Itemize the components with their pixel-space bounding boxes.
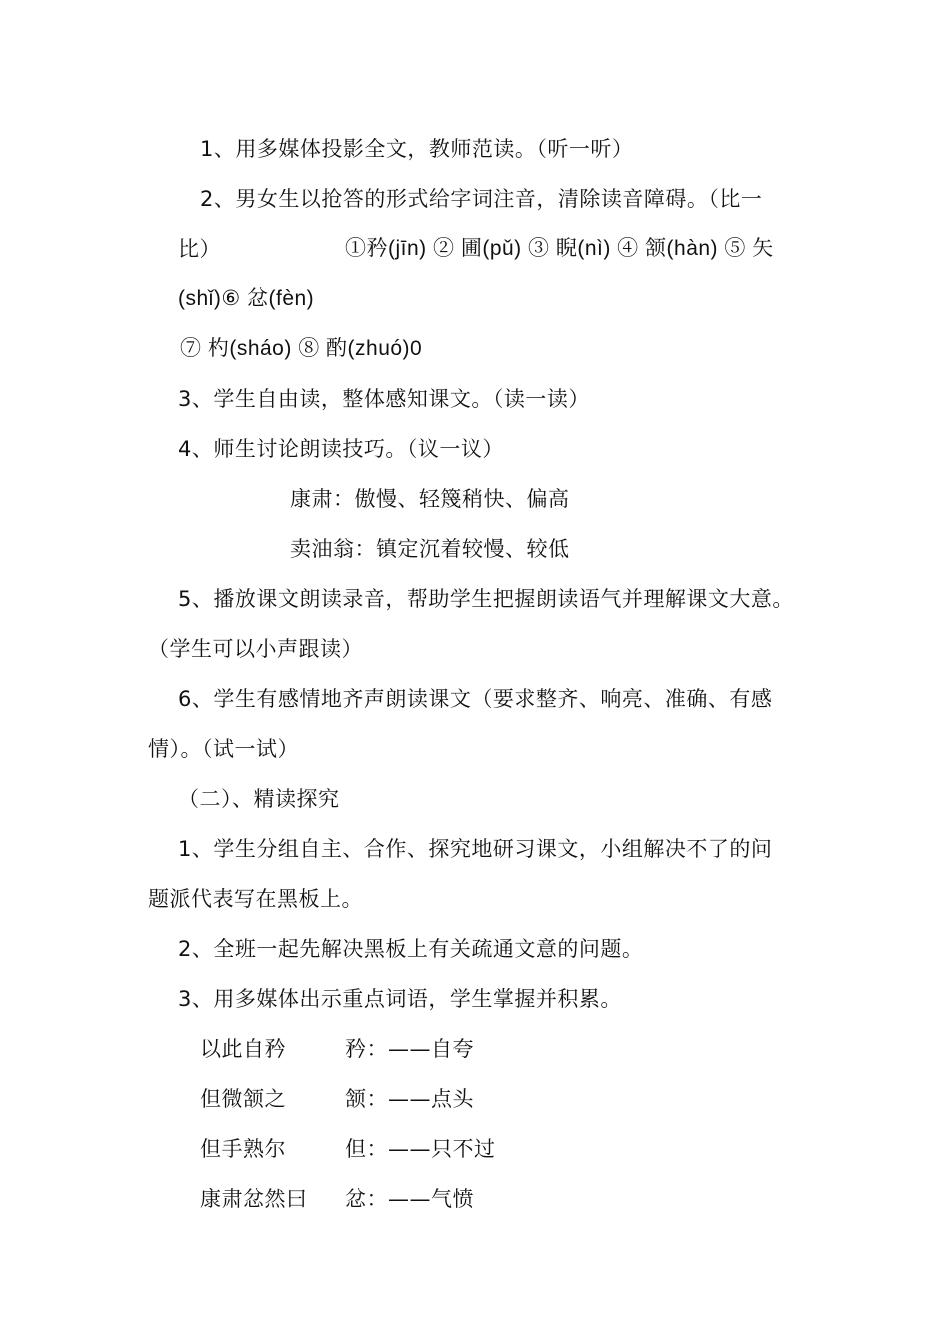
step-2-text-line1: 2、男女生以抢答的形式给字词注音，清除读音障碍。（比一: [200, 187, 763, 211]
vocab-phrase: 康肃忿然曰: [200, 1187, 308, 1211]
section-2-item-2: 2、全班一起先解决黑板上有关疏通文意的问题。: [178, 937, 644, 961]
vocab-gloss: 颔：——点头: [345, 1087, 474, 1111]
reading-tip-oil-seller: 卖油翁：镇定沉着较慢、较低: [290, 537, 570, 561]
step-2-pinyin-line4: ⑦ 杓(sháo) ⑧ 酌(zhuó)0: [180, 337, 423, 360]
step-2-pinyin-items: ①矜(jīn) ② 圃(pǔ) ③ 睨(nì) ④ 颔(hàn) ⑤ 矢: [345, 237, 774, 260]
section-2-item-1-line2: 题派代表写在黑板上。: [148, 887, 363, 911]
vocab-phrase: 以此自矜: [200, 1037, 286, 1061]
step-5-text-line2: （学生可以小声跟读）: [148, 637, 363, 661]
step-2-pinyin-line3: (shǐ)⑥ 忿(fèn): [178, 287, 315, 310]
step-3-text: 3、学生自由读，整体感知课文。（读一读）: [178, 387, 590, 411]
step-4-text: 4、师生讨论朗读技巧。（议一议）: [178, 437, 504, 461]
section-2-item-1-line1: 1、学生分组自主、合作、探究地研习课文，小组解决不了的问: [178, 837, 773, 861]
vocab-gloss: 但：——只不过: [345, 1137, 496, 1161]
step-5-text-line1: 5、播放课文朗读录音，帮助学生把握朗读语气并理解课文大意。: [178, 587, 794, 611]
vocab-phrase: 但手熟尔: [200, 1137, 286, 1161]
section-2-item-3: 3、用多媒体出示重点词语，学生掌握并积累。: [178, 987, 622, 1011]
vocab-gloss: 矜：——自夸: [345, 1037, 474, 1061]
step-1-text: 1、用多媒体投影全文，教师范读。（听一听）: [200, 137, 634, 161]
step-6-text-line2: 情）。（试一试）: [148, 737, 299, 761]
step-2-text-line2-start: 比）: [178, 237, 221, 261]
vocab-gloss: 忿：——气愤: [345, 1187, 474, 1211]
reading-tip-kangsu: 康肃：傲慢、轻篾稍快、偏高: [290, 487, 570, 511]
step-6-text-line1: 6、学生有感情地齐声朗读课文（要求整齐、响亮、准确、有感: [178, 687, 773, 711]
section-2-heading: （二）、精读探究: [178, 787, 340, 811]
vocab-phrase: 但微颔之: [200, 1087, 286, 1111]
